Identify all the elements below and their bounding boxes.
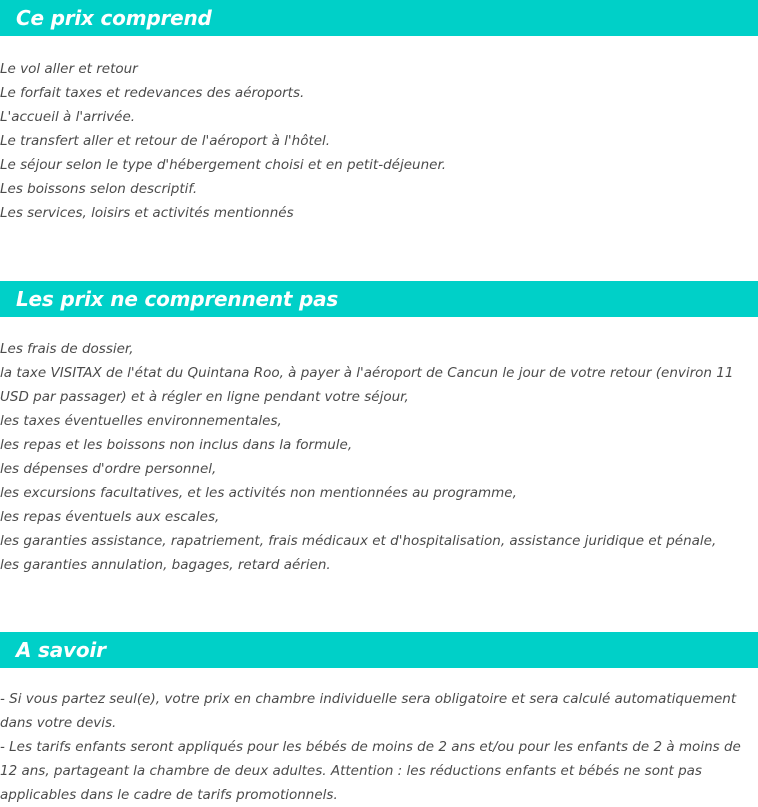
list-item: les repas éventuels aux escales, <box>0 509 220 525</box>
section-header-good-to-know: A savoir <box>0 632 758 668</box>
note-single-room: - Si vous partez seul(e), votre prix en chambre individuelle sera obligatoire et sera calculé automatiquement dans votre devis. <box>0 691 737 731</box>
list-item: les garanties assistance, rapatriement, frais médicaux et d'hospitalisation, assistance juridique et pénale, <box>0 533 717 549</box>
list-item: Les boissons selon descriptif. <box>0 181 198 197</box>
section-body-good-to-know <box>0 687 748 807</box>
list-item: Le forfait taxes et redevances des aéroports. <box>0 85 305 101</box>
list-item-visitax: la taxe VISITAX de l'état du Quintana Roo, à payer à l'aéroport de Cancun le jour de votre retour (environ 11 USD par passager) et à régler en ligne pendant votre séjour, <box>0 365 734 405</box>
list-item: les excursions facultatives, et les activités non mentionnées au programme, <box>0 485 517 501</box>
list-item: Le vol aller et retour <box>0 61 138 77</box>
section-body-excluded <box>0 337 748 577</box>
list-item: Les frais de dossier, <box>0 341 134 357</box>
list-item: les garanties annulation, bagages, retard aérien. <box>0 557 331 573</box>
list-item: les repas et les boissons non inclus dans la formule, <box>0 437 353 453</box>
section-body-included <box>0 57 748 225</box>
list-item: Les services, loisirs et activités mentionnés <box>0 205 294 221</box>
section-header-excluded: Les prix ne comprennent pas <box>0 281 758 317</box>
list-item: les dépenses d'ordre personnel, <box>0 461 217 477</box>
list-item: Le transfert aller et retour de l'aéroport à l'hôtel. <box>0 133 331 149</box>
list-item: les taxes éventuelles environnementales, <box>0 413 282 429</box>
list-item: Le séjour selon le type d'hébergement choisi et en petit-déjeuner. <box>0 157 447 173</box>
list-item: L'accueil à l'arrivée. <box>0 109 136 125</box>
note-child-rates: - Les tarifs enfants seront appliqués pour les bébés de moins de 2 ans et/ou pour les enfants de 2 à moins de 12 ans, partageant la chambre de deux adultes. Attention : les réductions enfants et bébés ne sont pas applicables dans le cadre de tarifs promotionnels. <box>0 739 741 803</box>
section-header-included: Ce prix comprend <box>0 0 758 36</box>
